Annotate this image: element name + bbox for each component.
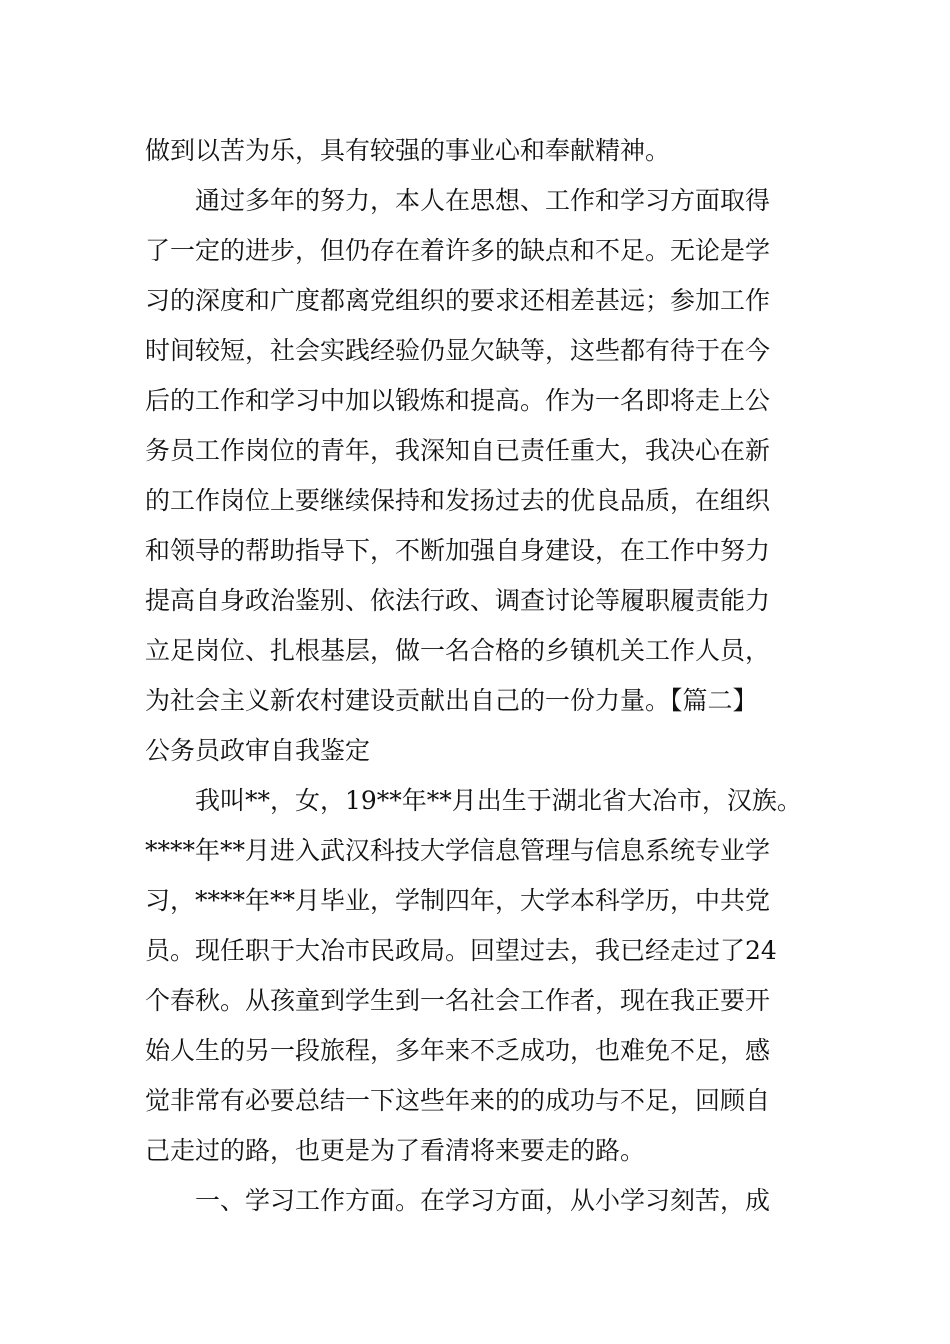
paragraph-start-line: 一、学习工作方面。在学习方面，从小学习刻苦，成 xyxy=(195,1186,771,1215)
document-body xyxy=(145,126,850,1226)
paragraph-start-line: 我叫**，女，19**年**月出生于湖北省大冶市，汉族。 xyxy=(195,786,802,815)
text-line: 时间较短，社会实践经验仍显欠缺等，这些都有待于在今 xyxy=(145,336,771,365)
text-line: 习，****年**月毕业，学制四年，大学本科学历，中共党 xyxy=(145,886,771,915)
text-line: 为社会主义新农村建设贡献出自己的一份力量。【篇二】 xyxy=(145,686,758,715)
text-line: 提高自身政治鉴别、依法行政、调查讨论等履职履责能力 xyxy=(145,586,771,615)
text-line: 立足岗位、扎根基层，做一名合格的乡镇机关工作人员， xyxy=(145,636,771,665)
section-heading: 公务员政审自我鉴定 xyxy=(145,736,371,765)
paragraph-start-line: 通过多年的努力，本人在思想、工作和学习方面取得 xyxy=(195,186,771,215)
text-line: 习的深度和广度都离党组织的要求还相差甚远；参加工作 xyxy=(145,286,771,315)
text-line: 后的工作和学习中加以锻炼和提高。作为一名即将走上公 xyxy=(145,386,771,415)
text-line: 了一定的进步，但仍存在着许多的缺点和不足。无论是学 xyxy=(145,236,771,265)
text-line: 做到以苦为乐，具有较强的事业心和奉献精神。 xyxy=(145,136,671,165)
text-line: 员。现任职于大冶市民政局。回望过去，我已经走过了24 xyxy=(145,936,777,965)
text-line: 务员工作岗位的青年，我深知自已责任重大，我决心在新 xyxy=(145,436,771,465)
text-line: 的工作岗位上要继续保持和发扬过去的优良品质，在组织 xyxy=(145,486,771,515)
text-line: 始人生的另一段旅程，多年来不乏成功，也难免不足，感 xyxy=(145,1036,771,1065)
text-line: 和领导的帮助指导下，不断加强自身建设，在工作中努力 xyxy=(145,536,771,565)
text-line: 觉非常有必要总结一下这些年来的的成功与不足，回顾自 xyxy=(145,1086,771,1115)
text-line: ****年**月进入武汉科技大学信息管理与信息系统专业学 xyxy=(145,836,771,865)
text-line: 己走过的路，也更是为了看清将来要走的路。 xyxy=(145,1136,646,1165)
text-line: 个春秋。从孩童到学生到一名社会工作者，现在我正要开 xyxy=(145,986,771,1015)
